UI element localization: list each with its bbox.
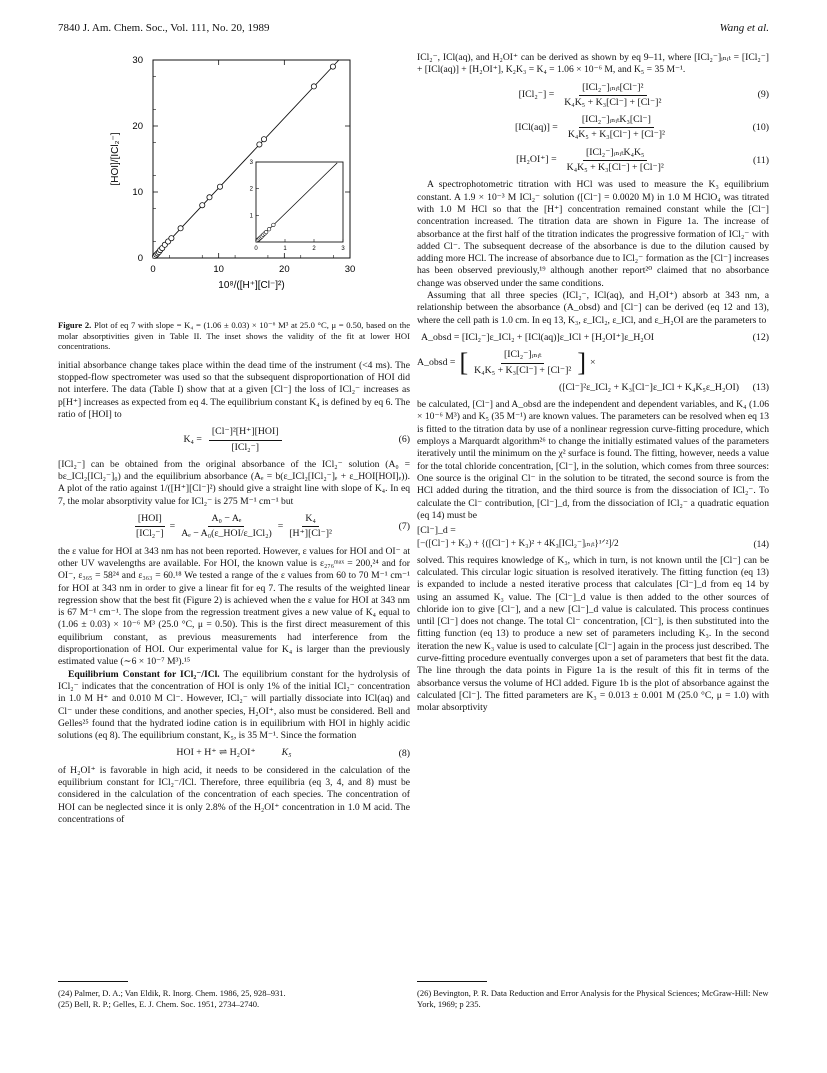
paragraph-with-heading: [58, 669, 410, 743]
eq9-fraction: [561, 82, 664, 110]
equation-11: [417, 147, 769, 175]
eq10-fraction: [565, 114, 668, 142]
eq10-lhs: [ICl(aq)] =: [515, 121, 558, 133]
eq12-body: A_obsd = [ICl₂⁻]ε_ICl₂ + [ICl(aq)]ε_ICl + [H₂OI⁺]ε_H₂OI: [421, 331, 655, 343]
eq8-number: (8): [398, 747, 410, 759]
right-column: [417, 52, 769, 715]
caption-label: Figure 2.: [58, 320, 92, 330]
inset-y-tick-label: 1: [249, 213, 253, 220]
eq13-number: (13): [752, 381, 769, 393]
eq9-denominator: K₄K₅ + K₃[Cl⁻] + [Cl⁻]²: [564, 96, 662, 108]
eq11-numerator: [ICl₂⁻]ᵢₙᵢₜK₄K₅: [583, 147, 647, 161]
eq13-denominator: K₄K₅ + K₃[Cl⁻] + [Cl⁻]²: [474, 364, 572, 376]
paragraph-text: The equilibrium constant for the hydrolysis of ICl₂⁻ indicates that the concentration of HOI is only 1% of the initial ICl₂⁻ concentration in 1.0 M H⁺ and 0.010 M Cl⁻. However, ICl₂⁻ will partially dissociate into ICl(aq) and Cl⁻ under these conditions, and another species, H₂OI⁺, also must be considered. Bell and Gelles²⁵ found that the hydrated iodine cation is in equilibrium with HOI in highly acidic solutions (eq 8). The equilibrium constant, K₅, is 35 M⁻¹. Since the formation: [58, 668, 410, 742]
eq11-fraction: [564, 147, 667, 175]
eq10-denominator: K₄K₅ + K₃[Cl⁻] + [Cl⁻]²: [567, 129, 665, 141]
eq11-denominator: K₄K₅ + K₃[Cl⁻] + [Cl⁻]²: [566, 162, 664, 174]
equation-10: [417, 114, 769, 142]
footnote-rule: [58, 981, 128, 982]
data-point: [217, 184, 222, 189]
inset-x-tick-label: 1: [283, 246, 287, 252]
figure-caption: [58, 320, 410, 352]
x-tick-label: 10: [213, 264, 224, 275]
inset-x-tick-label: 0: [254, 246, 258, 252]
inset-y-tick-label: 2: [249, 186, 253, 193]
x-tick-label: 30: [344, 264, 356, 275]
y-tick-label: 0: [137, 253, 143, 264]
equation-7: $\frac{\text{[HOI]}}{\text{[ICl₂⁻]}}$ = $\frac{\text{A₀ − Aₑ}}{\text{Aₑ − A₀(ε\_HOI/ε\_ICl₂)}}$ = $\frac{\text{K₄}}{\text{[H⁺][Cl⁻]²}}$ (7): [58, 513, 410, 541]
eq7-number: (7): [398, 520, 410, 532]
equation-6: [58, 426, 410, 454]
equation-13: [417, 349, 769, 377]
footnote-rule: [417, 981, 487, 982]
eq7-left-fraction: [133, 513, 167, 541]
footnote-25: (25) Bell, R. P.; Gelles, E. J. Chem. Soc. 1951, 2734–2740.: [58, 998, 260, 1009]
inset-data-point: [267, 227, 271, 231]
eq7-mid-fraction: [178, 513, 275, 541]
section-heading: Equilibrium Constant for ICl₂⁻/ICl.: [68, 668, 220, 680]
left-column: [58, 52, 410, 826]
eq14-lhs: [Cl⁻]_d =: [417, 525, 456, 537]
x-tick-label: 0: [150, 264, 156, 275]
inset-x-tick-label: 2: [312, 246, 316, 252]
data-point: [261, 137, 266, 142]
equation-12: [417, 332, 769, 344]
authors: Wang et al.: [719, 22, 769, 34]
inset-x-tick-label: 3: [341, 246, 345, 252]
eq12-number: (12): [752, 331, 769, 343]
paragraph: be calculated, [Cl⁻] and A_obsd are the independent and dependent variables, and K₄ (1.06 × 10⁻⁶ M³) and K₅ (35 M⁻¹) are known values. The parameters can be resolved when eq 13 is fitted to the titration data by use of a nonlinear regression curve-fitting procedure, which employs a Marquardt algorithm²⁶ to change the initially estimated values of the parameters iteratively until the minimum on the χ² surface is found. The fitting, however, needs a value for the total chloride concentration, [Cl⁻], in the solution, which comes from three sources: One source is the original Cl⁻ in the solution to be titrated, the second source is from the HCl added during the titration, and the third source is from the dissociation of ICl₂⁻. To calculate the Cl⁻ contribution, [Cl⁻]_d, from the dissociation of ICl₂⁻ a quadratic equation (eq 14) must be: [417, 399, 769, 521]
eq8-body: HOI + H⁺ ⇌ H₂OI⁺: [176, 747, 256, 759]
eq6-number: (6): [398, 433, 410, 445]
eq7-right-fraction: [286, 513, 335, 541]
equation-13-line2: [417, 382, 769, 394]
eq13-numerator: [ICl₂⁻]ᵢₙᵢₜ: [501, 349, 545, 363]
eq8-constant: K₅: [281, 747, 292, 759]
eq14-number: (14): [753, 539, 769, 550]
y-axis-label: [HOI]/[ICl₂⁻]: [110, 132, 121, 186]
eq11-number: (11): [753, 154, 769, 166]
equation-8: [58, 747, 410, 759]
footnote-26: (26) Bevington, P. R. Data Reduction and Error Analysis for the Physical Sciences; McGraw-Hill: New York, 1969; p 235.: [417, 988, 769, 1009]
eq13-open-bracket: [: [459, 348, 469, 378]
eq13-fraction: [471, 349, 574, 377]
paragraph: solved. This requires knowledge of K₃, which in turn, is not known until the [Cl⁻] can be calculated. This circular logic situation is resolved iteratively. The fitting function (eq 13) is expanded to include a nested iterative process that calculates [Cl⁻]_d from eq 14 by using an assumed K₃ value. The [Cl⁻]_d value is then added to the other sources of chloride ion to give [Cl⁻], and a new [Cl⁻]_d value is calculated. This process continues until [Cl⁻] does not change. The total Cl⁻ concentration, [Cl⁻], is then substituted into the fitting function (eq 13) to produce a new set of parameters including K₃. In the second iteration the new K₃ value is used to calculate [Cl⁻] again in the process just described. The curve-fitting procedure eventually converges upon a set of parameters that best fit the data. The line through the data points in Figure 1a is the result of this fit in terms of the absorbance versus the volume of HCl added. Figure 1b is the plot of absorbance against the calculated [Cl⁻]. The fitted parameters are K₃ = 0.013 ± 0.001 M (25.0 °C, μ = 1.0) with molar absorptivity: [417, 554, 769, 714]
paragraph: ICl₂⁻, ICl(aq), and H₂OI⁺ can be derived as shown by eq 9–11, where [ICl₂⁻]ᵢₙᵢₜ = [ICl₂⁻] + [ICl(aq)] + [H₂OI⁺], K₂K₃ = K₄ = 1.06 × 10⁻⁶ M, and K₅ = 35 M⁻¹.: [417, 52, 769, 76]
figure-2-chart: [58, 52, 410, 318]
data-point: [330, 64, 335, 69]
eq9-number: (9): [757, 89, 769, 101]
eq13-lhs: A_obsd =: [417, 356, 456, 368]
paragraph: [ICl₂⁻] can be obtained from the original absorbance of the ICl₂⁻ solution (A₀ = bε_ICl₂[ICl₂⁻]₀) and the equilibrium absorbance (Aₑ = b(ε_ICl₂[ICl₂⁻]ₑ + ε_HOI[HOI]ₑ)). A plot of the ratio against 1/([H⁺][Cl⁻]²) should give a straight line with slope of K₄. In eq 7, the molar absorptivity value for ICl₂⁻ is 275 M⁻¹ cm⁻¹ but: [58, 458, 410, 507]
equation-14: [417, 538, 769, 550]
eq7-right-den: [H⁺][Cl⁻]²: [289, 528, 332, 540]
equation-14-lhs: [417, 525, 769, 537]
x-axis-label: 10⁸/([H⁺][Cl⁻]²): [218, 280, 285, 291]
y-tick-label: 10: [132, 187, 143, 198]
caption-text: Plot of eq 7 with slope = K₄ = (1.06 ± 0.03) × 10⁻⁶ M³ at 25.0 °C, μ = 0.50, based on the molar absorptivities given in Table II. The inset shows the validity of the fit at lower HOI concentrations.: [58, 320, 411, 352]
eq11-lhs: [H₂OI⁺] =: [516, 154, 557, 166]
eq9-lhs: [ICl₂⁻] =: [518, 89, 555, 101]
footnotes-right: [417, 988, 769, 1009]
eq6-fraction: [209, 426, 282, 454]
journal-citation: 7840 J. Am. Chem. Soc., Vol. 111, No. 20, 1989: [58, 22, 270, 34]
eq14-body: [−([Cl⁻] + K₃) + {([Cl⁻] + K₃)² + 4K₃[ICl₂⁻]ᵢₙᵢₜ}¹ᐟ²]/2: [417, 539, 619, 550]
eq10-numerator: [ICl₂⁻]ᵢₙᵢₜK₃[Cl⁻]: [579, 114, 654, 128]
equation-9: [417, 82, 769, 110]
data-point: [200, 203, 205, 208]
running-header: [58, 22, 769, 38]
eq7-mid-den: Aₑ − A₀(ε_HOI/ε_ICl₂): [181, 528, 272, 540]
inset-data-point: [272, 223, 276, 227]
paragraph: A spectrophotometric titration with HCl was used to measure the K₃ equilibrium constant. A 1.9 × 10⁻³ M ICl₂⁻ solution ([Cl⁻] = 0.0020 M) in 1.0 M HClO₄ was titrated with 1.0 M HCl so that the [H⁺] concentration remained constant while the [Cl⁻] concentration increased. The titration data are shown in Figure 1a. The increase of absorbance at the first half of the titration indicates the progressive formation of ICl₂⁻ with added Cl⁻. The subsequent decrease of the absorbance is due to the dilution caused by adding more HCl. The increase of absorbance due to ICl₂⁻ formation as the [Cl⁻] increases has been observed previously,¹⁹ although another report²⁰ claimed that no absorbance change was observed under the same conditions.: [417, 179, 769, 289]
x-tick-label: 20: [279, 264, 290, 275]
eq9-numerator: [ICl₂⁻]ᵢₙᵢₜ[Cl⁻]²: [579, 82, 646, 96]
eq6-numerator: [Cl⁻]²[H⁺][HOI]: [209, 426, 282, 440]
data-point: [311, 84, 316, 89]
data-point: [178, 226, 183, 231]
eq13-close-bracket: ]: [577, 348, 586, 378]
eq7-right-num: K₄: [302, 513, 319, 527]
y-tick-label: 30: [132, 55, 143, 66]
eq6-lhs: K₄ =: [183, 433, 202, 445]
data-point: [169, 236, 174, 241]
inset-y-tick-label: 3: [249, 160, 253, 166]
eq13-times: ×: [589, 356, 596, 368]
paragraph: of H₂OI⁺ is favorable in high acid, it needs to be considered in the calculation of the equilibrium constant for ICl₂⁻/ICl. Therefore, three equilibria (eq 3, 4, and 8) must be considered in the calculation of the concentration of each species. The concentration of HOI can be neglected since it is only 2.8% of the H₂OI⁺ concentration in 1.0 M acid. The concentrations of: [58, 764, 410, 825]
eq7-left-den: [ICl₂⁻]: [136, 528, 164, 540]
y-tick-label: 20: [132, 121, 143, 132]
inset-data-point: [264, 230, 268, 234]
paragraph: initial absorbance change takes place within the dead time of the instrument (<4 ms). The stopped-flow spectrometer was used so that the subsequent disproportionation of HOI did not interfere. The data (Table I) show that at a given [Cl⁻] the loss of ICl₂⁻ increases as p[H⁺] increases as expected from eq 4. The equilibrium constant K₄ is defined by eq 6. The ratio of [HOI] to: [58, 359, 410, 420]
data-point: [207, 195, 212, 200]
eq13-second-line: ([Cl⁻]²ε_ICl₂ + K₃[Cl⁻]ε_ICl + K₄K₅ε_H₂OI): [558, 381, 739, 393]
paragraph: Assuming that all three species (ICl₂⁻, ICl(aq), and H₂OI⁺) absorb at 343 nm, a relationship between the absorbance (A_obsd) and [Cl⁻] can be derived (eq 12 and 13), where the cell path is 1.0 cm. In eq 13, K₃, ε_ICl₂, ε_ICl, and ε_H₂OI are the parameters to: [417, 290, 769, 326]
eq10-number: (10): [752, 121, 769, 133]
footnotes-left: [58, 988, 410, 1009]
eq6-denominator: [ICl₂⁻]: [231, 441, 260, 453]
data-point: [257, 142, 262, 147]
figure-2: [58, 52, 410, 318]
paragraph: the ε value for HOI at 343 nm has not been reported. However, ε values for HOI and OI⁻ at other UV wavelengths are available. For HOI, the known value is ε₂₇₆ᵐᵃˣ = 200,²⁴ and for OI⁻, ε₃₆₅ = 58²⁴ and ε₃₆₃ = 60.¹⁸ We tested a range of the ε values from 60 to 70 M⁻¹ cm⁻¹ for HOI at 343 nm in order to give a linear fit for eq 7. The results of the weighted linear regression show that the best fit (Figure 2) is achieved when the ε value for HOI at 343 nm is 67 M⁻¹ cm⁻¹. The slope from the regression treatment gives a new value of K₄ equal to (1.06 ± 0.03) × 10⁻⁶ M³ (25.0 °C, μ = 0.50). This is the first direct measurement of this equilibrium constant, as previous measurements had interference from the disproportionation of HOI. Our experimental value for K₄ is larger than the previously estimated value (∼6 × 10⁻⁷ M³).¹⁵: [58, 545, 410, 668]
footnote-24: (24) Palmer, D. A.; Van Eldik, R. Inorg. Chem. 1986, 25, 928–931.: [58, 988, 286, 998]
eq7-left-num: [HOI]: [135, 513, 165, 527]
eq7-mid-num: A₀ − Aₑ: [208, 513, 244, 527]
